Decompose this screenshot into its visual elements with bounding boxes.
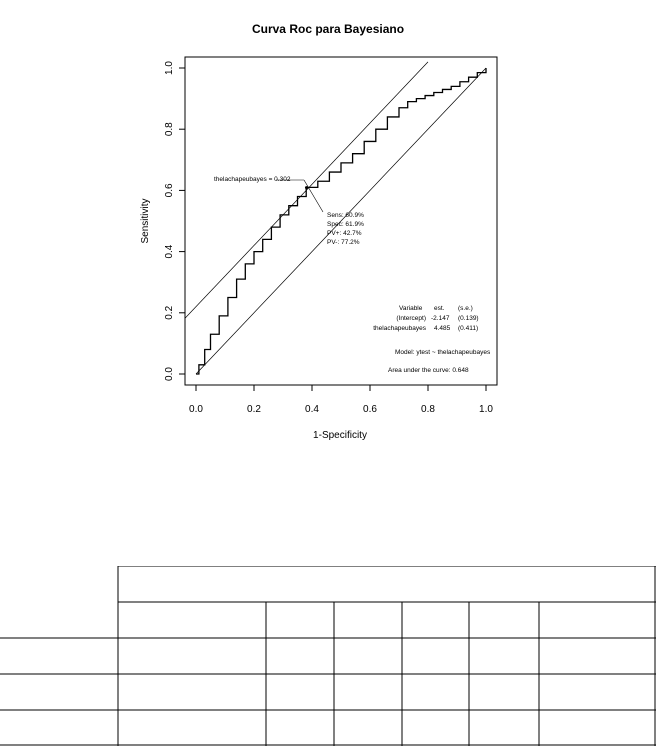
x-tick-label: 0.4 [305,404,319,415]
coef-row-intercept-est: -2.147 [431,315,450,322]
cutoff-npv: PV-: 77.2% [327,239,360,246]
empty-table [0,566,656,746]
cutoff-point [305,186,308,189]
x-tick-label: 1.0 [479,404,493,415]
x-tick-label: 0.6 [363,404,377,415]
auc-label: Area under the curve: 0.648 [388,367,469,374]
y-tick-label: 0.8 [164,122,175,137]
coef-header-variable: Variable [399,305,423,312]
x-tick-label: 0.2 [247,404,261,415]
coef-row-intercept-name: (Intercept) [396,315,426,322]
y-tick-label: 0.0 [164,367,175,381]
cutoff-label: thelachapeubayes = 0.302 [214,176,291,183]
coef-row-var-se: (0.411) [458,325,479,332]
reference-line [182,62,429,322]
model-formula: Model: ytest ~ thelachapeubayes [395,349,491,356]
x-axis-label: 1-Specificity [313,430,367,441]
y-tick-label: 1.0 [164,61,175,75]
x-tick-label: 0.8 [421,404,435,415]
coef-header-se: (s.e.) [458,305,473,312]
cutoff-spec: Spec: 61.9% [327,221,364,228]
coef-row-var-name: thelachapeubayes [373,325,426,332]
y-axis-label: Sensitivity [140,198,151,244]
x-tick-label: 0.0 [189,404,203,415]
cutoff-ppv: PV+: 42.7% [327,230,362,237]
coef-row-intercept-se: (0.139) [458,315,479,322]
x-axis [189,385,493,415]
coef-header-est: est. [434,305,445,312]
y-tick-label: 0.4 [164,244,175,259]
y-tick-label: 0.6 [164,183,175,198]
coef-row-var-est: 4.485 [434,325,451,332]
cutoff-sens: Sens: 60.9% [327,212,364,219]
chart-title: Curva Roc para Bayesiano [251,22,405,36]
y-axis [164,61,185,381]
y-tick-label: 0.2 [164,305,175,320]
